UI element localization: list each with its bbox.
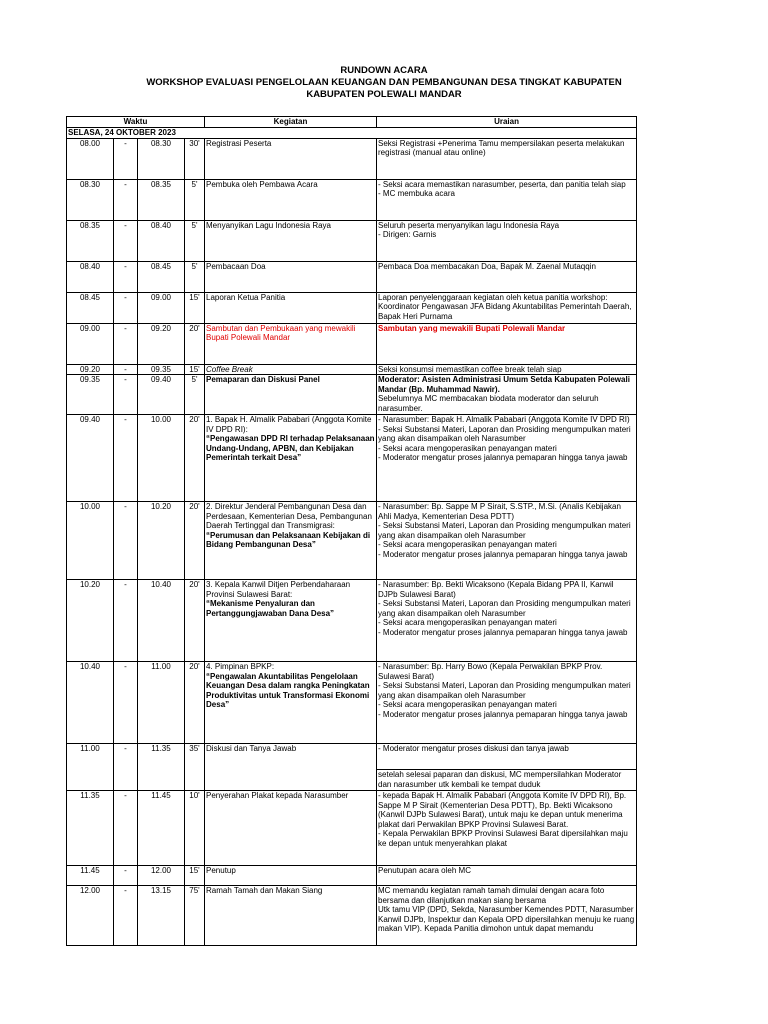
kegiatan-cell xyxy=(205,179,377,220)
kegiatan-cell xyxy=(205,220,377,261)
time-separator: - xyxy=(114,292,138,323)
uraian-line: Utk tamu VIP (DPD, Sekda, Narasumber Kemendes PDTT, Narasumber Kanwil DJPb, Inspektur dan Kepala OPD dipersilahkan menuju ke ruang makan VIP). Kepada Panitia dimohon untuk dapat memandu xyxy=(378,905,635,933)
uraian-line: - Dirigen: Garnis xyxy=(378,230,437,239)
table-row xyxy=(67,662,637,744)
kegiatan-line: Penutup xyxy=(206,866,236,875)
uraian-cell xyxy=(377,292,637,323)
doc-subtitle: WORKSHOP EVALUASI PENGELOLAAN KEUANGAN DAN PEMBANGUNAN DESA TINGKAT KABUPATEN xyxy=(146,77,622,88)
uraian-line: - Seksi Substansi Materi, Laporan dan Prosiding mengumpulkan materi yang akan disampaikan oleh Narasumber xyxy=(378,424,631,443)
table-row xyxy=(67,323,637,364)
time-start: 10.20 xyxy=(67,580,114,662)
time-start: 08.00 xyxy=(67,138,114,179)
duration: 5' xyxy=(185,179,205,220)
table-row xyxy=(67,220,637,261)
time-start: 11.35 xyxy=(67,791,114,866)
kegiatan-line: Penyerahan Plakat kepada Narasumber xyxy=(206,791,349,800)
uraian-line: - Narasumber: Bp. Harry Bowo (Kepala Perwakilan BPKP Prov. Sulawesi Barat) xyxy=(378,662,603,681)
table-row xyxy=(67,292,637,323)
uraian-line: - Seksi acara mengoperasikan penayangan materi xyxy=(378,618,557,627)
kegiatan-line: “Pengawalan Akuntabilitas Pengelolaan Keuangan Desa dalam rangka Peningkatan Produktivitas untuk Transformasi Ekonomi Desa” xyxy=(206,671,370,709)
uraian-cell xyxy=(377,886,637,946)
time-end: 13.15 xyxy=(138,886,185,946)
duration: 5' xyxy=(185,261,205,292)
duration: 20' xyxy=(185,662,205,744)
kegiatan-cell xyxy=(205,261,377,292)
time-end: 11.35 xyxy=(138,744,185,791)
kegiatan-cell xyxy=(205,744,377,791)
uraian-line: Moderator: Asisten Administrasi Umum Setda Kabupaten Polewali Mandar (Bp. Muhammad Nawir). xyxy=(378,375,630,394)
uraian-cell xyxy=(377,261,637,292)
table-header-row xyxy=(67,117,637,128)
uraian-cell xyxy=(377,179,637,220)
table-row xyxy=(67,744,637,770)
uraian-line: - Seksi acara mengoperasikan penayangan materi xyxy=(378,700,557,709)
kegiatan-cell xyxy=(205,791,377,866)
duration: 20' xyxy=(185,415,205,502)
uraian-cell xyxy=(377,662,637,744)
kegiatan-line: “Perumusan dan Pelaksanaan Kebijakan di Bidang Pembangunan Desa” xyxy=(206,530,371,549)
time-separator: - xyxy=(114,375,138,415)
kegiatan-cell xyxy=(205,886,377,946)
uraian-line: Sambutan yang mewakili Bupati Polewali Mandar xyxy=(378,323,566,333)
table-row xyxy=(67,886,637,946)
kegiatan-line: Pembuka oleh Pembawa Acara xyxy=(206,179,318,189)
uraian-line: - Seksi Substansi Materi, Laporan dan Prosiding mengumpulkan materi yang akan disampaikan oleh Narasumber xyxy=(378,681,631,700)
time-separator: - xyxy=(114,886,138,946)
table-row xyxy=(67,364,637,375)
uraian-cell xyxy=(377,580,637,662)
time-separator: - xyxy=(114,364,138,375)
time-separator: - xyxy=(114,415,138,502)
kegiatan-line: Ramah Tamah dan Makan Siang xyxy=(206,886,323,895)
time-end: 09.35 xyxy=(138,364,185,375)
table-row xyxy=(67,791,637,866)
uraian-line: Seluruh peserta menyanyikan lagu Indonesia Raya xyxy=(378,220,560,230)
table-row xyxy=(67,866,637,886)
uraian-line: - Moderator mengatur proses jalannya pemaparan hingga tanya jawab xyxy=(378,709,628,719)
duration: 15' xyxy=(185,364,205,375)
time-start: 08.35 xyxy=(67,220,114,261)
time-separator: - xyxy=(114,138,138,179)
duration: 75' xyxy=(185,886,205,946)
time-separator: - xyxy=(114,179,138,220)
time-end: 08.40 xyxy=(138,220,185,261)
uraian-line: setelah selesai paparan dan diskusi, MC mempersilahkan Moderator dan narasumber utk kembali ke tempat duduk xyxy=(378,770,622,789)
table-row xyxy=(67,502,637,580)
uraian-line: - Kepala Perwakilan BPKP Provinsi Sulawesi Barat dipersilahkan maju ke depan untuk menyerahkan plakat xyxy=(378,829,628,848)
duration: 20' xyxy=(185,502,205,580)
time-start: 11.45 xyxy=(67,866,114,886)
rundown-table-container xyxy=(66,116,636,946)
time-start: 10.40 xyxy=(67,662,114,744)
kegiatan-cell xyxy=(205,580,377,662)
time-start: 10.00 xyxy=(67,502,114,580)
table-row xyxy=(67,179,637,220)
kegiatan-line: Pembacaan Doa xyxy=(206,261,266,271)
uraian-cell xyxy=(377,791,637,866)
uraian-cell xyxy=(377,415,637,502)
kegiatan-line: Registrasi Peserta xyxy=(206,138,272,148)
time-end: 12.00 xyxy=(138,866,185,886)
time-separator: - xyxy=(114,323,138,364)
kegiatan-cell xyxy=(205,323,377,364)
time-end: 09.40 xyxy=(138,375,185,415)
date-label: SELASA, 24 OKTOBER 2023 xyxy=(67,128,637,139)
kegiatan-cell xyxy=(205,375,377,415)
time-end: 11.00 xyxy=(138,662,185,744)
kegiatan-line: 3. Kepala Kanwil Ditjen Perbendaharaan Provinsi Sulawesi Barat: xyxy=(206,580,351,599)
kegiatan-line: Sambutan dan Pembukaan yang mewakili Bupati Polewali Mandar xyxy=(206,323,356,342)
time-start: 09.00 xyxy=(67,323,114,364)
uraian-cell xyxy=(377,375,637,415)
time-separator: - xyxy=(114,744,138,791)
time-end: 08.30 xyxy=(138,138,185,179)
table-row xyxy=(67,138,637,179)
time-end: 09.20 xyxy=(138,323,185,364)
uraian-line: - kepada Bapak H. Almalik Pababari (Anggota Komite IV DPD RI), Bp. Sappe M P Sirait (Kementerian Desa PDTT), Bp. Bekti Wicaksono (Kanwil DJPb Sulawesi Barat), untuk maju ke depan untuk menerima plakat dari Perwakilan BPKP Provinsi Sulawesi Barat. xyxy=(378,791,627,829)
rundown-table xyxy=(66,116,637,946)
kegiatan-line: Laporan Ketua Panitia xyxy=(206,292,286,302)
kegiatan-line: 1. Bapak H. Almalik Pababari (Anggota Komite IV DPD RI): xyxy=(206,415,372,434)
uraian-line: Penutupan acara oleh MC xyxy=(378,866,471,875)
duration: 35' xyxy=(185,744,205,791)
time-start: 08.45 xyxy=(67,292,114,323)
uraian-cell xyxy=(377,364,637,375)
kegiatan-line: 2. Direktur Jenderal Pembangunan Desa dan Perdesaan, Kementerian Desa, Pembangunan Daerah Tertinggal dan Transmigrasi: xyxy=(206,502,372,530)
time-start: 09.20 xyxy=(67,364,114,375)
duration: 5' xyxy=(185,375,205,415)
uraian-line: Pembaca Doa membacakan Doa, Bapak M. Zaenal Mutaqqin xyxy=(378,261,596,271)
uraian-line: Laporan penyelenggaraan kegiatan oleh ketua panitia workshop: Koordinator Pengawasan JFA Bidang Akuntabilitas Pemerintah Daerah, Bapak Heri Purnama xyxy=(378,292,632,321)
time-separator: - xyxy=(114,220,138,261)
duration: 15' xyxy=(185,866,205,886)
kegiatan-cell xyxy=(205,415,377,502)
time-end: 10.00 xyxy=(138,415,185,502)
duration: 10' xyxy=(185,791,205,866)
kegiatan-line: “Mekanisme Penyaluran dan Pertanggungjawaban Dana Desa” xyxy=(206,599,335,618)
column-header-kegiatan: Kegiatan xyxy=(205,117,377,128)
kegiatan-line: Diskusi dan Tanya Jawab xyxy=(206,744,297,753)
uraian-cell xyxy=(377,502,637,580)
uraian-line: - Seksi Substansi Materi, Laporan dan Prosiding mengumpulkan materi yang akan disampaikan oleh Narasumber xyxy=(378,521,631,540)
uraian-line: MC memandu kegiatan ramah tamah dimulai dengan acara foto bersama dan dilanjutkan makan siang bersama xyxy=(378,886,605,905)
time-end: 10.20 xyxy=(138,502,185,580)
kegiatan-cell xyxy=(205,364,377,375)
time-start: 08.40 xyxy=(67,261,114,292)
table-row xyxy=(67,261,637,292)
uraian-line: Sebelumnya MC membacakan biodata moderator dan seluruh narasumber. xyxy=(378,394,599,413)
time-separator: - xyxy=(114,791,138,866)
uraian-cell xyxy=(377,138,637,179)
kegiatan-line: Pemaparan dan Diskusi Panel xyxy=(206,375,320,384)
uraian-line: - Seksi acara mengoperasikan penayangan materi xyxy=(378,540,557,549)
kegiatan-line: “Pengawasan DPD RI terhadap Pelaksanaan Undang-Undang, APBN, dan Kebijakan Pemerintah terkait Desa” xyxy=(206,434,375,462)
date-row xyxy=(67,128,637,139)
table-row xyxy=(67,375,637,415)
kegiatan-line: Menyanyikan Lagu Indonesia Raya xyxy=(206,220,331,230)
time-end: 08.35 xyxy=(138,179,185,220)
uraian-line: - Narasumber: Bapak H. Almalik Pababari (Anggota Komite IV DPD RI) xyxy=(378,415,630,424)
kegiatan-cell xyxy=(205,662,377,744)
kegiatan-cell xyxy=(205,502,377,580)
uraian-line: - Seksi Substansi Materi, Laporan dan Prosiding mengumpulkan materi yang akan disampaikan oleh Narasumber xyxy=(378,599,631,618)
uraian-line: - Moderator mengatur proses diskusi dan tanya jawab xyxy=(378,744,569,753)
time-start: 09.35 xyxy=(67,375,114,415)
uraian-line: - Narasumber: Bp. Sappe M P Sirait, S.STP., M.Si. (Analis Kebijakan Ahli Madya, Kementerian Desa PDTT) xyxy=(378,502,621,521)
table-row xyxy=(67,580,637,662)
uraian-line: - Seksi acara mengoperasikan penayangan materi xyxy=(378,443,557,453)
uraian-line: - Moderator mengatur proses jalannya pemaparan hingga tanya jawab xyxy=(378,627,628,637)
doc-title: RUNDOWN ACARA xyxy=(340,65,428,76)
uraian-line: - Moderator mengatur proses jalannya pemaparan hingga tanya jawab xyxy=(378,453,628,462)
uraian-cell xyxy=(377,770,637,791)
kegiatan-line: 4. Pimpinan BPKP: xyxy=(206,662,275,671)
duration: 5' xyxy=(185,220,205,261)
uraian-line: Seksi Registrasi +Penerima Tamu mempersilakan peserta melakukan registrasi (manual atau online) xyxy=(378,138,625,157)
duration: 30' xyxy=(185,138,205,179)
uraian-cell xyxy=(377,744,637,770)
time-separator: - xyxy=(114,261,138,292)
time-start: 08.30 xyxy=(67,179,114,220)
time-end: 08.45 xyxy=(138,261,185,292)
duration: 20' xyxy=(185,580,205,662)
uraian-line: - Narasumber: Bp. Bekti Wicaksono (Kepala Bidang PPA II, Kanwil DJPb Sulawesi Barat) xyxy=(378,580,614,599)
uraian-line: - MC membuka acara xyxy=(378,189,455,198)
time-end: 10.40 xyxy=(138,580,185,662)
time-start: 11.00 xyxy=(67,744,114,791)
time-separator: - xyxy=(114,502,138,580)
uraian-cell xyxy=(377,866,637,886)
time-separator: - xyxy=(114,580,138,662)
time-separator: - xyxy=(114,866,138,886)
kegiatan-cell xyxy=(205,138,377,179)
time-separator: - xyxy=(114,662,138,744)
uraian-cell xyxy=(377,220,637,261)
uraian-cell xyxy=(377,323,637,364)
table-row xyxy=(67,415,637,502)
kegiatan-line: Coffee Break xyxy=(206,364,253,374)
time-end: 11.45 xyxy=(138,791,185,866)
kegiatan-cell xyxy=(205,292,377,323)
column-header-uraian: Uraian xyxy=(377,117,637,128)
time-end: 09.00 xyxy=(138,292,185,323)
time-start: 12.00 xyxy=(67,886,114,946)
duration: 15' xyxy=(185,292,205,323)
column-header-waktu: Waktu xyxy=(67,117,205,128)
kegiatan-cell xyxy=(205,866,377,886)
uraian-line: Seksi konsumsi memastikan coffee break telah siap xyxy=(378,364,562,374)
doc-location: KABUPATEN POLEWALI MANDAR xyxy=(306,89,462,100)
uraian-line: - Moderator mengatur proses jalannya pemaparan hingga tanya jawab xyxy=(378,549,628,559)
duration: 20' xyxy=(185,323,205,364)
uraian-line: - Seksi acara memastikan narasumber, peserta, dan panitia telah siap xyxy=(378,179,626,189)
time-start: 09.40 xyxy=(67,415,114,502)
